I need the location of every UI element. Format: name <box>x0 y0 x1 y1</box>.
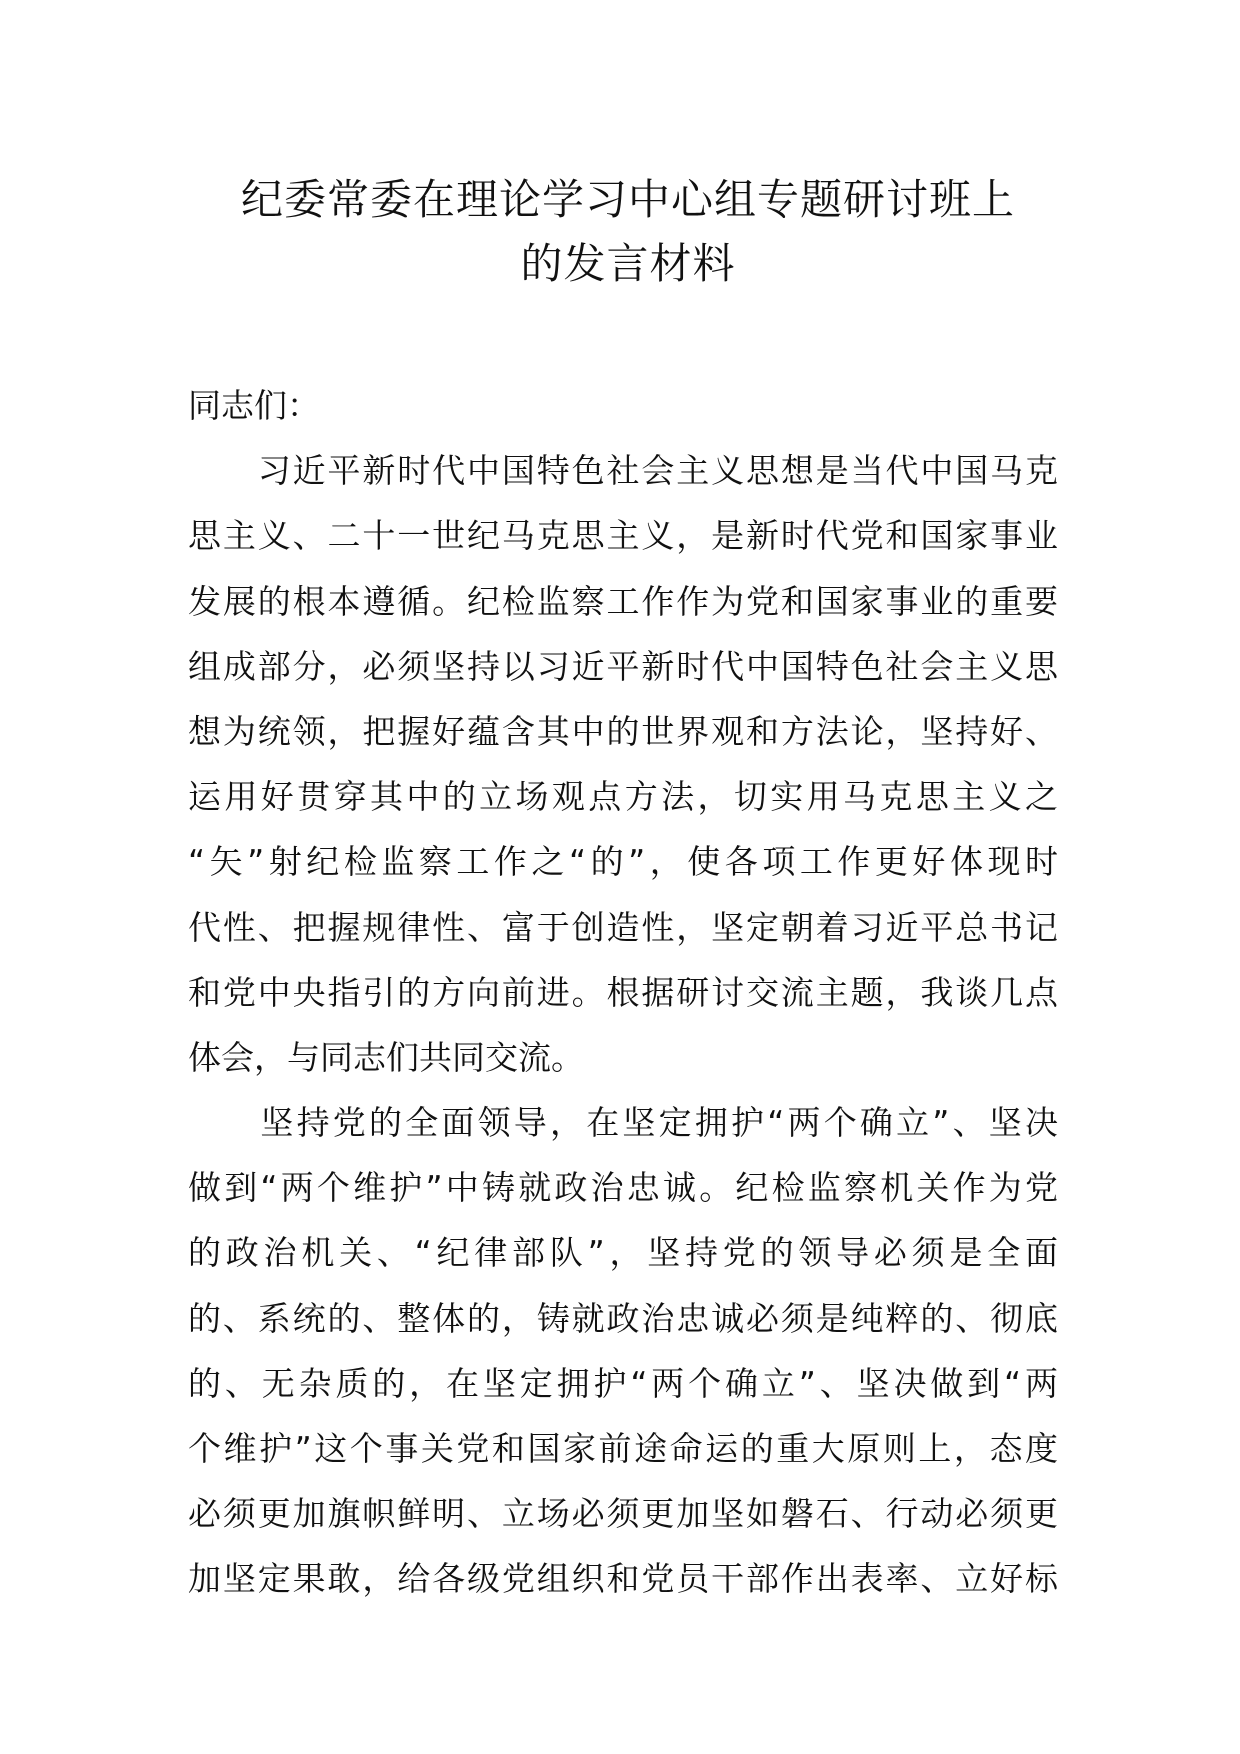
paragraph-line: 的、系统的、整体的，铸就政治忠诚必须是纯粹的、彻底 <box>188 1298 1058 1338</box>
paragraph-line: “矢”射纪检监察工作之“的”，使各项工作更好体现时 <box>188 842 1058 882</box>
paragraph-line: 想为统领，把握好蕴含其中的世界观和方法论，坚持好、 <box>188 711 1058 751</box>
paragraph-line: 和党中央指引的方向前进。根据研讨交流主题，我谈几点 <box>188 972 1058 1012</box>
paragraph-line: 代性、把握规律性、富于创造性，坚定朝着习近平总书记 <box>188 907 1058 947</box>
paragraph-line: 加坚定果敢，给各级党组织和党员干部作出表率、立好标 <box>188 1559 1058 1599</box>
paragraph-1 <box>188 438 1058 1090</box>
paragraph-line: 坚持党的全面领导，在坚定拥护“两个确立”、坚决 <box>188 1103 1058 1143</box>
document-title <box>188 168 1068 296</box>
paragraph-line: 个维护”这个事关党和国家前途命运的重大原则上，态度 <box>188 1429 1058 1468</box>
paragraph-2 <box>188 1090 1058 1612</box>
document-title-line-1: 纪委常委在理论学习中心组专题研讨班上 <box>240 175 1015 224</box>
document-title-line-2: 的发言材料 <box>520 239 736 288</box>
paragraph-line: 的、无杂质的，在坚定拥护“两个确立”、坚决做到“两 <box>188 1363 1058 1403</box>
paragraph-line: 发展的根本遵循。纪检监察工作作为党和国家事业的重要 <box>188 581 1058 621</box>
paragraph-line: 思主义、二十一世纪马克思主义，是新时代党和国家事业 <box>188 516 1058 556</box>
document-body <box>188 373 1058 1612</box>
paragraph-line: 必须更加旗帜鲜明、立场必须更加坚如磐石、行动必须更 <box>188 1494 1058 1534</box>
paragraph-line: 习近平新时代中国特色社会主义思想是当代中国马克 <box>188 451 1058 491</box>
paragraph-line: 的政治机关、“纪律部队”，坚持党的领导必须是全面 <box>188 1233 1058 1273</box>
salutation: 同志们： <box>188 386 320 425</box>
paragraph-line: 运用好贯穿其中的立场观点方法，切实用马克思主义之 <box>188 777 1058 817</box>
paragraph-line: 组成部分，必须坚持以习近平新时代中国特色社会主义思 <box>188 646 1058 686</box>
paragraph-line: 做到“两个维护”中铸就政治忠诚。纪检监察机关作为党 <box>188 1168 1058 1208</box>
paragraph-line: 体会，与同志们共同交流。 <box>188 1037 584 1077</box>
